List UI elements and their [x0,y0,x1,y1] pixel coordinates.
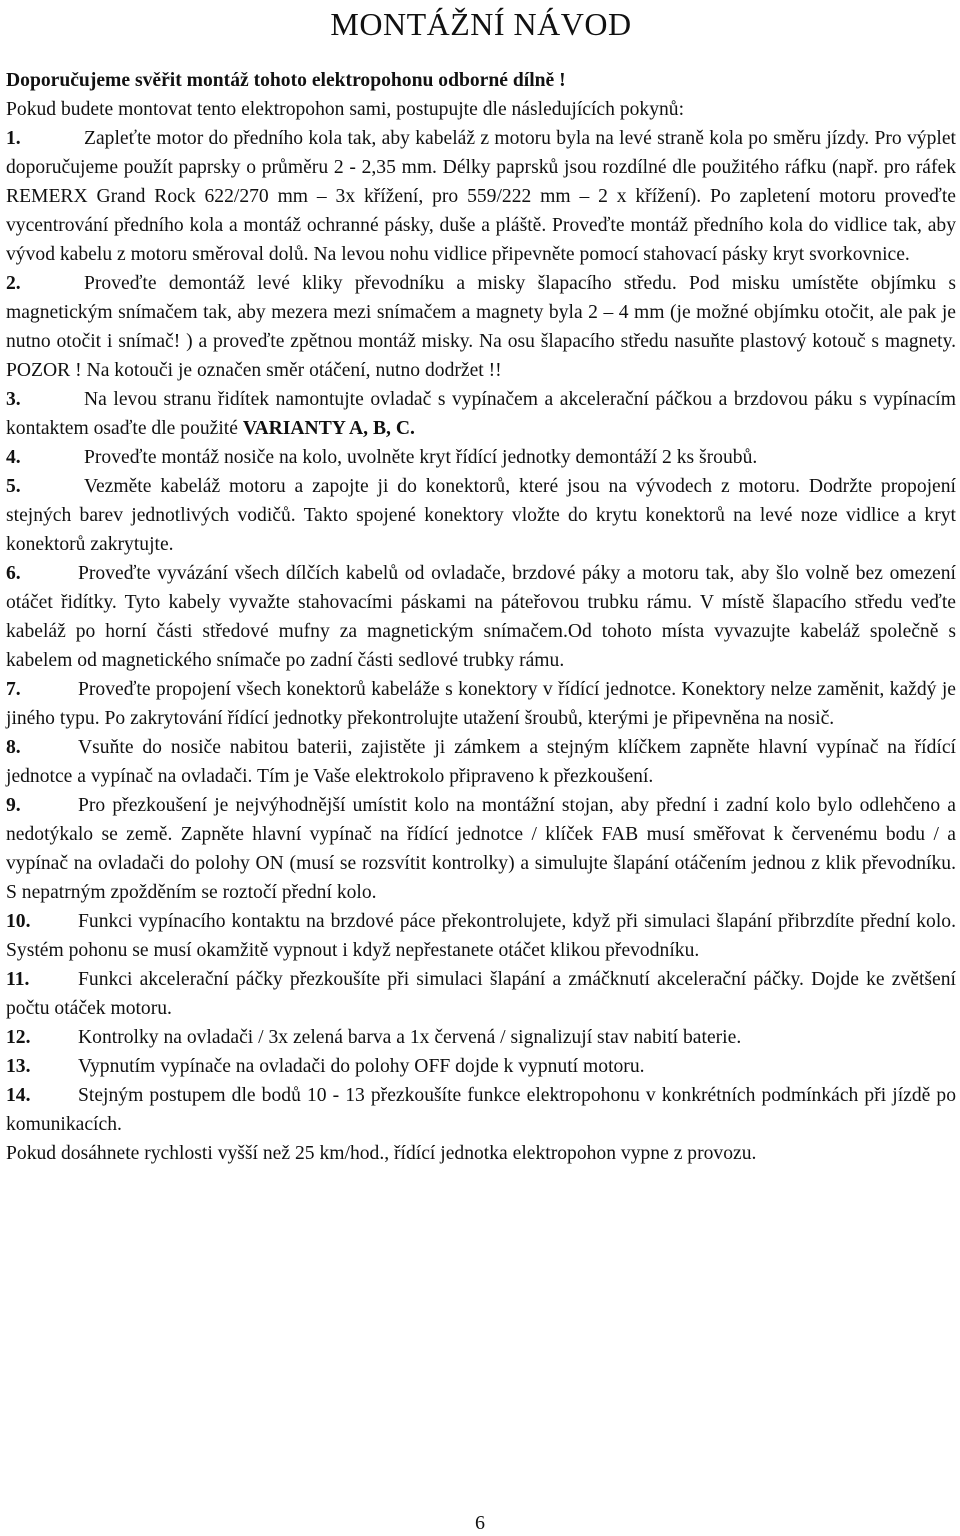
step-text: Proveďte vyvázání všech dílčích kabelů od ovladače, brzdové páky a motoru tak, aby šlo volně bez omezení otáčet řidítky. Tyto kabely vyvažte stahovacími páskami na páteřovou trubku rámu. V místě šlapacího středu veďte kabeláž po horní části středové mufny za magnetickým snímačem.Od tohoto místa vyvazujte kabeláž společně s kabelem od magnetického snímače po zadní části sedlové trubky rámu. [6,563,956,671]
step-text: Funkci akcelerační páčky přezkoušíte při simulaci šlapání a zmáčknutí akcelerační páčky. Dojde ke zvětšení počtu otáček motoru. [6,969,956,1019]
step-text: Pro přezkoušení je nejvýhodnější umístit kolo na montážní stojan, aby přední i zadní kolo bylo odlehčeno a nedotýkalo se země. Zapněte hlavní vypínač na řídící jednotce / klíček FAB musí směřovat k červenému bodu / a vypínač na ovladači do polohy ON (musí se rozsvítit kontrolky) a simulujte šlapání otáčením jednou z klik převodníku. S nepatrným zpožděním se roztočí přední kolo. [6,795,956,903]
step-12 [6,1023,956,1052]
step-number: 14. [6,1085,31,1106]
step-1 [6,124,956,269]
step-text: Proveďte montáž nosiče na kolo, uvolněte kryt řídící jednotky demontáží 2 ks šroubů. [84,447,758,468]
step-6 [6,559,956,675]
step-number: 4. [6,447,21,468]
page-number: 6 [475,1512,485,1534]
step-2 [6,269,956,385]
step-text: Funkci vypínacího kontaktu na brzdové páce překontrolujete, když při simulaci šlapání přibrzdíte přední kolo. Systém pohonu se musí okamžitě vypnout i když nepřestanete otáčet klikou převodníku. [6,911,956,961]
step-text: Vypnutím vypínače na ovladači do polohy OFF dojde k vypnutí motoru. [78,1056,645,1077]
step-text: Stejným postupem dle bodů 10 - 13 přezkoušíte funkce elektropohonu v konkrétních podmínkách při jízdě po komunikacích. [6,1085,956,1135]
manual-page [6,0,956,1536]
step-text: Proveďte propojení všech konektorů kabeláže s konektory v řídící jednotce. Konektory nelze zaměnit, každý je jiného typu. Po zakrytování řídící jednotky překontrolujte utažení šroubů, kterými je připevněna na nosič. [6,679,956,729]
step-8 [6,733,956,791]
step-text: Vezměte kabeláž motoru a zapojte ji do konektorů, které jsou na vývodech z motoru. Dodržte propojení stejných barev jednotlivých vodičů. Takto spojené konektory vložte do krytu konektorů na levé noze vidlice a kryt konektorů zakrytujte. [6,476,956,555]
step-number: 6. [6,563,21,584]
step-number: 11. [6,969,30,990]
step-4 [6,443,956,472]
closing-note: Pokud dosáhnete rychlosti vyšší než 25 km/hod., řídící jednotka elektropohon vypne z provozu. [6,1143,757,1164]
page-title: MONTÁŽNÍ NÁVOD [330,6,632,42]
step-number: 3. [6,389,21,410]
step-9 [6,791,956,907]
step-number: 12. [6,1027,31,1048]
step-text: Kontrolky na ovladači / 3x zelená barva a 1x červená / signalizují stav nabití baterie. [78,1027,742,1048]
step-7 [6,675,956,733]
step-text: Vsuňte do nosiče nabitou baterii, zajistěte ji zámkem a stejným klíčkem zapněte hlavní vypínač na řídící jednotce a vypínač na ovladači. Tím je Vaše elektrokolo připraveno k přezkoušení. [6,737,956,787]
step-10 [6,907,956,965]
step-5 [6,472,956,559]
step-14 [6,1081,956,1139]
manual-body [6,66,956,1168]
step-number: 2. [6,273,21,294]
step-number: 5. [6,476,21,497]
step-number: 13. [6,1056,31,1077]
step-11 [6,965,956,1023]
intro-recommendation: Doporučujeme svěřit montáž tohoto elektropohonu odborné dílně ! [6,70,566,91]
step-text: Zapleťte motor do předního kola tak, aby kabeláž z motoru byla na levé straně kola po směru jízdy. Pro výplet doporučujeme použít paprsky o průměru 2 - 2,35 mm. Délky paprsků jsou rozdílné dle použitého ráfku (např. pro ráfek REMERX Grand Rock 622/270 mm – 3x křížení, pro 559/222 mm – 2 x křížení). Po zapletení motoru proveďte vycentrování předního kola a montáž ochranné pásky, duše a pláště. Proveďte montáž předního kola do vidlice tak, aby vývod kabelu z motoru směroval dolů. Na levou nohu vidlice připevněte pomocí stahovací pásky kryt svorkovnice. [6,128,956,265]
step-number: 1. [6,128,21,149]
step-13 [6,1052,956,1081]
step-number: 7. [6,679,21,700]
step-text: Na levou stranu řidítek namontujte ovladač s vypínačem a akcelerační páčkou a brzdovou páku s vypínacím kontaktem osaďte dle použité [6,389,956,439]
variants-label: VARIANTY A, B, C. [242,418,415,439]
intro-instruction: Pokud budete montovat tento elektropohon sami, postupujte dle následujících pokynů: [6,99,685,120]
step-3 [6,385,956,443]
step-number: 10. [6,911,31,932]
step-number: 9. [6,795,21,816]
step-number: 8. [6,737,21,758]
step-text: Proveďte demontáž levé kliky převodníku a misky šlapacího středu. Pod misku umístěte objímku s magnetickým snímačem tak, aby mezera mezi snímačem a magnety byla 2 – 4 mm (je možné objímku otočit, ale pak je nutno otočit i snímač! ) a proveďte zpětnou montáž misky. Na osu šlapacího středu nasuňte plastový kotouč s magnety. POZOR ! Na kotouči je označen směr otáčení, nutno dodržet !! [6,273,956,381]
